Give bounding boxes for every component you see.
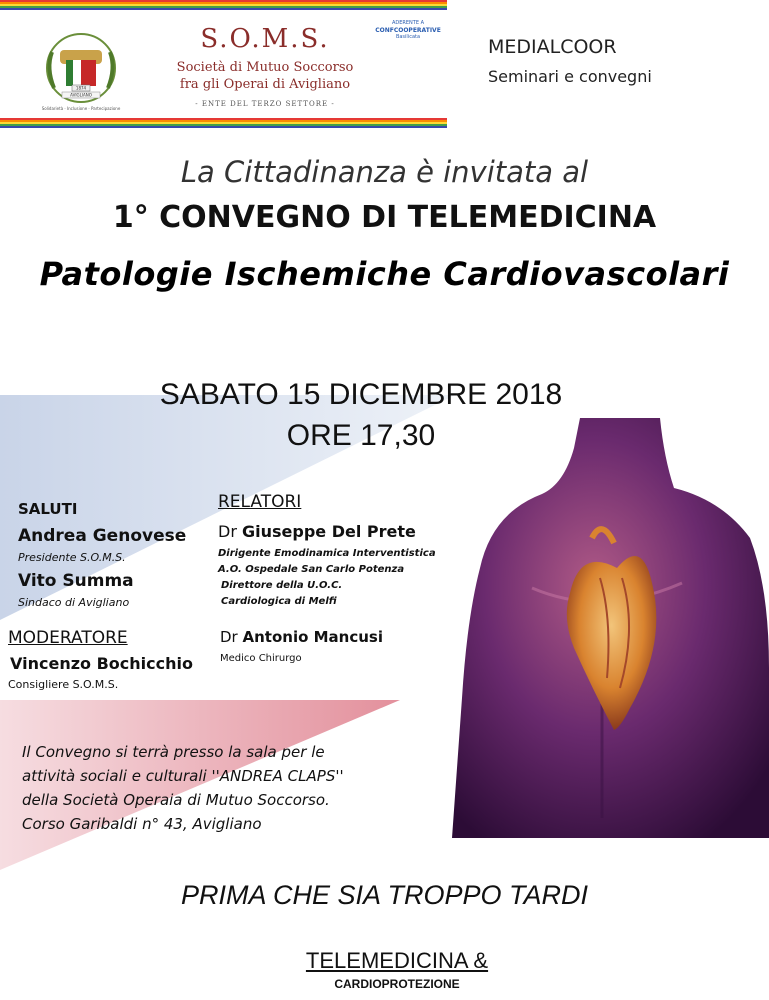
relatore-1-role-2: A.O. Ospedale San Carlo Potenza [218, 564, 405, 575]
relatore-1-role-3: Direttore della U.O.C. [221, 580, 343, 591]
confco-brand: CONFCOOPERATIVE [375, 27, 441, 34]
saluti-role-1: Presidente S.O.M.S. [18, 551, 126, 564]
torso-heart-illustration [452, 418, 769, 838]
location-block [22, 740, 344, 836]
soms-title: S.O.M.S. [200, 24, 330, 54]
moderatore-role: Consigliere S.O.M.S. [8, 678, 119, 691]
event-date: SABATO 15 DICEMBRE 2018 [159, 378, 563, 411]
confco-small-label: ADERENTE A [391, 20, 425, 26]
moderatore-name: Vincenzo Bochicchio [10, 654, 193, 673]
emblem-motto: Solidarietà · Inclusione · Partecipazione [41, 106, 121, 111]
saluti-name-1: Andrea Genovese [18, 526, 187, 546]
soms-subtitle-line2: fra gli Operai di Avigliano [179, 77, 351, 92]
saluti-heading: SALUTI [18, 500, 78, 518]
relatore-1-name: Giuseppe Del Prete [241, 522, 416, 541]
relatore-2-name: Antonio Mancusi [242, 628, 383, 646]
convegno-subtitle: Patologie Ischemiche Cardiovascolari [39, 255, 730, 293]
footer-telemedicina: TELEMEDICINA & [305, 948, 489, 973]
relatore-2-title: Dr [220, 628, 243, 646]
relatore-1-title: Dr [218, 522, 242, 541]
moderatore-heading: MODERATORE [8, 628, 128, 648]
saluti-name-2: Vito Summa [18, 571, 134, 591]
rainbow-stripe-bottom [0, 118, 447, 128]
relatore-2 [220, 628, 383, 646]
relatore-2-role-1: Medico Chirurgo [220, 653, 302, 664]
emblem-year: 1874 [75, 85, 87, 91]
confcooperative-logo [373, 20, 443, 41]
saluti-role-2: Sindaco di Avigliano [18, 596, 130, 609]
footer-slogan: PRIMA CHE SIA TROPPO TARDI [180, 880, 589, 910]
soms-ente-label: - ENTE DEL TERZO SETTORE - [195, 100, 335, 108]
location-line-4: Corso Garibaldi n° 43, Avigliano [22, 815, 262, 833]
location-line-1: Il Convegno si terrà presso la sala per le [22, 743, 325, 761]
location-line-3: della Società Operaia di Mutuo Soccorso. [22, 791, 330, 809]
invitation-line: La Cittadinanza è invitata al [180, 155, 589, 189]
soms-subtitle-line1: Società di Mutuo Soccorso [176, 60, 354, 75]
footer-cardioprotezione: CARDIOPROTEZIONE [334, 977, 460, 991]
header-banner [0, 0, 447, 130]
convegno-title: 1° CONVEGNO DI TELEMEDICINA [112, 200, 657, 235]
relatori-heading: RELATORI [218, 492, 302, 512]
confco-sub: Basilicata [395, 34, 421, 40]
event-time: ORE 17,30 [286, 419, 436, 452]
rainbow-stripe-top [0, 0, 447, 10]
relatore-1 [218, 522, 416, 541]
medialcoor-tagline: Seminari e convegni [488, 67, 652, 86]
soms-emblem-logo [32, 22, 130, 114]
relatore-1-role-1: Dirigente Emodinamica Interventistica [218, 548, 436, 559]
medialcoor-logo: MEDIALCOOR [488, 36, 617, 58]
relatore-1-role-4: Cardiologica di Melfi [221, 596, 337, 607]
location-line-2: attività sociali e culturali ''ANDREA CLAPS'' [22, 767, 344, 785]
emblem-place: AVIGLIANO [70, 92, 92, 98]
